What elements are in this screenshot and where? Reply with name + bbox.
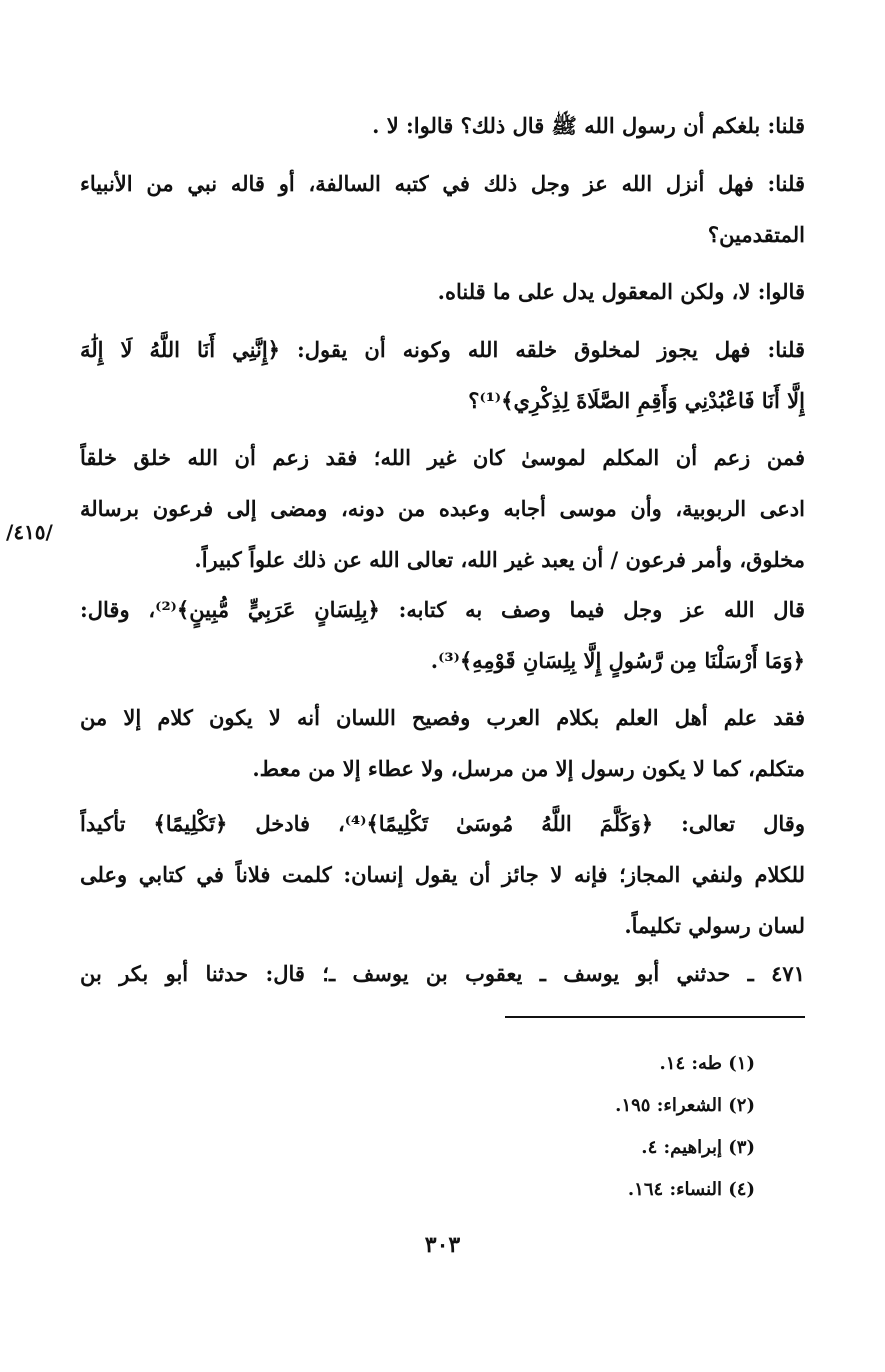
footnote-separator <box>505 1016 805 1018</box>
text-line: مخلوق، وأمر فرعون / أن يعبد غير الله، تعالى الله عن ذلك علواً كبيراً. <box>194 547 805 572</box>
text-line: للكلام ولنفي المجاز؛ فإنه لا جائز أن يقول إنسان: كلمت فلاناً في كتابي وعلى <box>80 862 805 887</box>
footnotes <box>615 1043 755 1211</box>
paragraph-1 <box>80 100 805 151</box>
paragraph-9 <box>80 948 805 999</box>
text-line: قال الله عز وجل فيما وصف به كتابه: ﴿بِلِسَانٍ عَرَبِيٍّ مُّبِينٍ﴾⁽²⁾، وقال: <box>80 597 805 622</box>
paragraph-2 <box>80 158 805 260</box>
footnote-4: (٤) النساء: ١٦٤. <box>627 1179 755 1200</box>
paragraph-3 <box>80 266 805 317</box>
footnote-1: (١) طه: ١٤. <box>659 1053 755 1074</box>
paragraph-6 <box>80 584 805 686</box>
paragraph-5 <box>80 432 805 585</box>
text-line: فمن زعم أن المكلم لموسىٰ كان غير الله؛ فقد زعم أن الله خلق خلقاً <box>80 445 805 470</box>
text-line: قلنا: فهل أنزل الله عز وجل ذلك في كتبه السالفة، أو قاله نبي من الأنبياء <box>80 171 805 196</box>
text-line: لسان رسولي تكليماً. <box>624 913 805 938</box>
text-line: المتقدمين؟ <box>707 222 805 247</box>
text-line: متكلم، كما لا يكون رسول إلا من مرسل، ولا عطاء إلا من معط. <box>252 756 805 781</box>
text-line: إِلَّا أَنَا فَاعْبُدْنِي وَأَقِمِ الصَّلَاةَ لِذِكْرِي﴾⁽¹⁾؟ <box>468 388 805 413</box>
text-line: فقد علم أهل العلم بكلام العرب وفصيح اللسان أنه لا يكون كلام إلا من <box>80 705 805 730</box>
text-line: ٤٧١ ـ حدثني أبو يوسف ـ يعقوب بن يوسف ـ؛ قال: حدثنا أبو بكر بن <box>80 961 805 986</box>
text-line: قلنا: فهل يجوز لمخلوق خلقه الله وكونه أن يقول: ﴿إِنَّنِي أَنَا اللَّهُ لَا إِلَٰهَ <box>80 337 805 362</box>
margin-page-reference: /٤١٥/ <box>6 520 53 544</box>
footnote-2: (٢) الشعراء: ١٩٥. <box>615 1095 755 1116</box>
text-line: قلنا: بلغكم أن رسول الله ﷺ قال ذلك؟ قالوا: لا . <box>372 113 805 138</box>
paragraph-8 <box>80 798 805 951</box>
text-line: وقال تعالى: ﴿وَكَلَّمَ اللَّهُ مُوسَىٰ تَكْلِيمًا﴾⁽⁴⁾، فادخل ﴿تَكْلِيمًا﴾ تأكيداً <box>80 811 805 836</box>
footnote-3: (٣) إبراهيم: ٤. <box>641 1137 755 1158</box>
text-line: قالوا: لا، ولكن المعقول يدل على ما قلناه. <box>437 279 805 304</box>
paragraph-7 <box>80 692 805 794</box>
text-line: ﴿وَمَا أَرْسَلْنَا مِن رَّسُولٍ إِلَّا بِلِسَانِ قَوْمِهِ﴾⁽³⁾. <box>430 648 805 673</box>
paragraph-4 <box>80 324 805 426</box>
page-number: ٣٠٣ <box>424 1232 461 1258</box>
text-line: ادعى الربوبية، وأن موسى أجابه وعبده من دونه، ومضى إلى فرعون برسالة <box>80 496 805 521</box>
